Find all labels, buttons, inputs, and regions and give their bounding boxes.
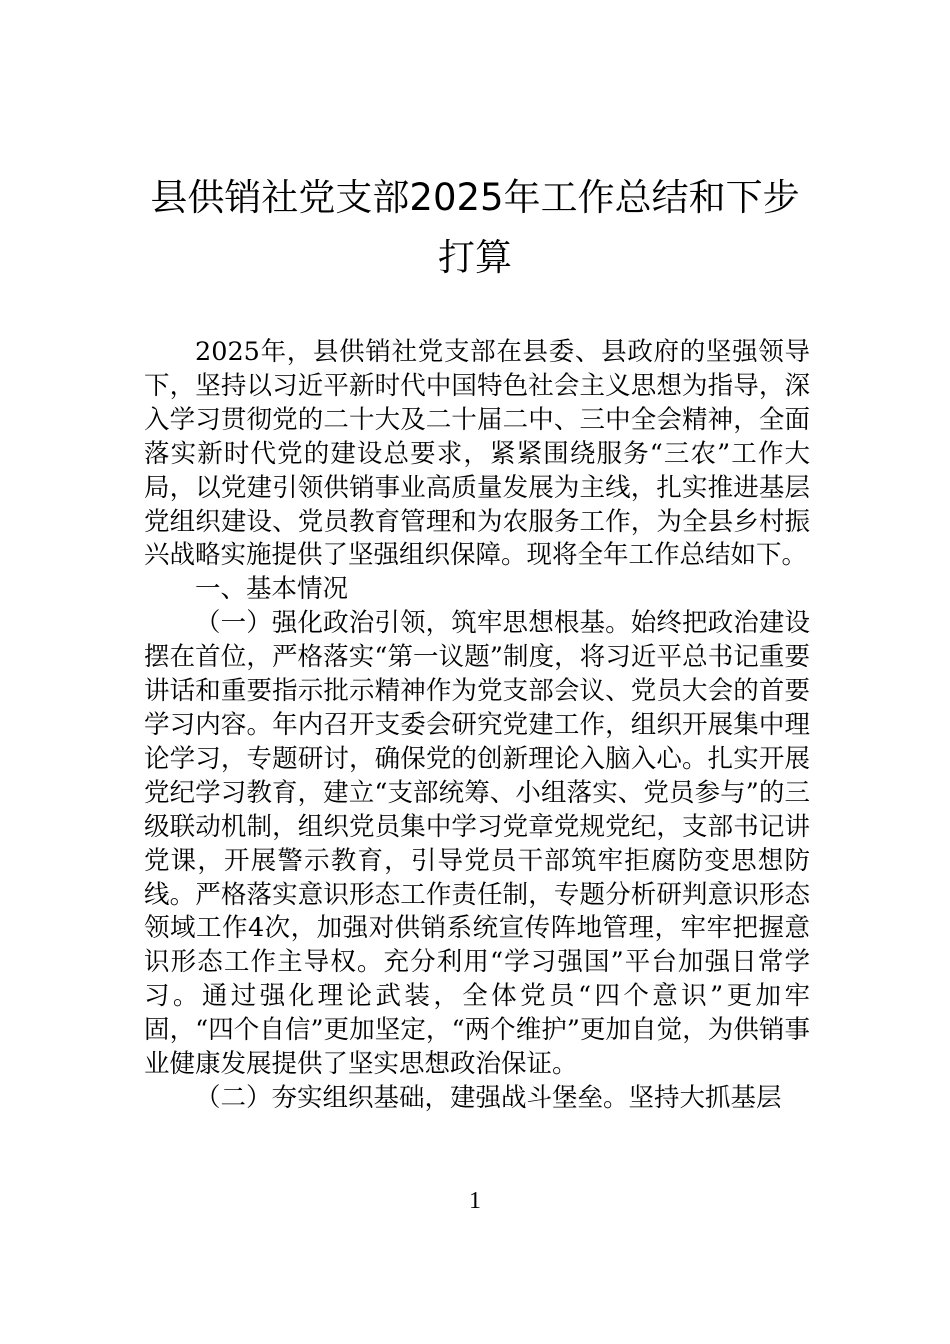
intro-paragraph: 2025年，县供销社党支部在县委、县政府的坚强领导下，坚持以习近平新时代中国特色社会主义思想为指导，深入学习贯彻党的二十大及二十届二中、三中全会精神，全面落实新时代党的建设总要求，紧紧围绕服务“三农”工作大局，以党建引领供销事业高质量发展为主线，扎实推进基层党组织建设、党员教育管理和为农服务工作，为全县乡村振兴战略实施提供了坚强组织保障。现将全年工作总结如下。 [144, 337, 810, 571]
section-heading: 一、基本情况 [195, 574, 349, 605]
page-number: 1 [469, 1188, 481, 1214]
document-title: 县供销社党支部2025年工作总结和下步打算 [150, 176, 800, 279]
subsection-paragraph-2: （二）夯实组织基础，建强战斗堡垒。坚持大抓基层 [195, 1082, 782, 1113]
document-body [144, 336, 810, 1116]
subsection-paragraph-1: （一）强化政治引领，筑牢思想根基。始终把政治建设摆在首位，严格落实“第一议题”制度，将习近平总书记重要讲话和重要指示批示精神作为党支部会议、党员大会的首要学习内容。年内召开支委会研究党建工作，组织开展集中理论学习，专题研讨，确保党的创新理论入脑入心。扎实开展党纪学习教育，建立“支部统筹、小组落实、党员参与”的三级联动机制，组织党员集中学习党章党规党纪，支部书记讲党课，开展警示教育，引导党员干部筑牢拒腐防变思想防线。严格落实意识形态工作责任制，专题分析研判意识形态领域工作4次，加强对供销系统宣传阵地管理，牢牢把握意识形态工作主导权。充分利用“学习强国”平台加强日常学习。通过强化理论武装，全体党员“四个意识”更加牢固，“四个自信”更加坚定，“两个维护”更加自觉，为供销事业健康发展提供了坚实思想政治保证。 [144, 608, 810, 1080]
